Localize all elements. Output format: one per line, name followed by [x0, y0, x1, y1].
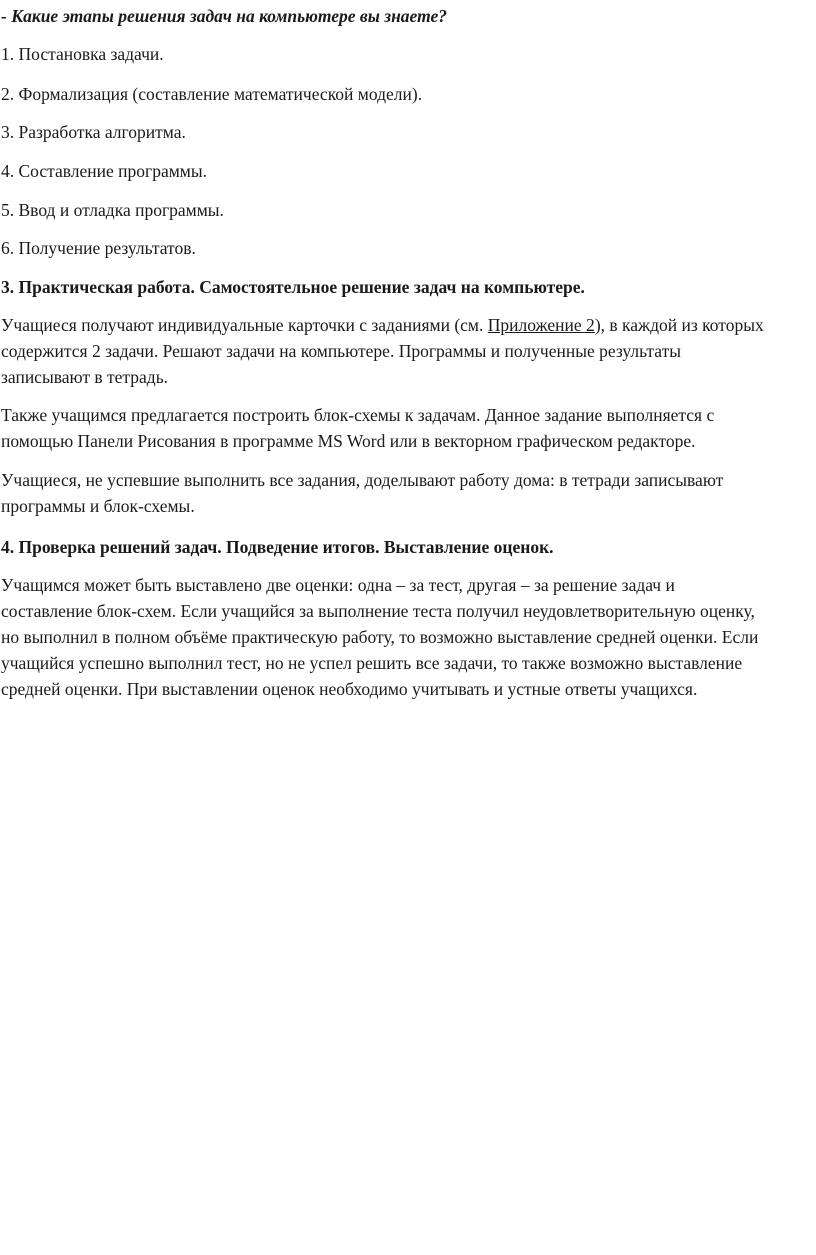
- paragraph-line: содержится 2 задачи. Решают задачи на компьютере. Программы и полученные результаты: [1, 341, 681, 361]
- paragraph-line: средней оценки. При выставлении оценок необходимо учитывать и устные ответы учащихся.: [1, 679, 698, 699]
- section-4-paragraph-1: [1, 572, 815, 702]
- paragraph-text: ), в каждой из которых: [594, 315, 764, 335]
- paragraph-line: помощью Панели Рисования в программе MS Word или в векторном графическом редакторе.: [1, 431, 696, 451]
- appendix-2-link[interactable]: Приложение 2: [487, 315, 595, 335]
- paragraph-line: записывают в тетрадь.: [1, 367, 169, 387]
- question-heading: - Какие этапы решения задач на компьютере вы знаете?: [1, 6, 447, 26]
- section-3-paragraph-2: [1, 402, 815, 454]
- step-item-3: 3. Разработка алгоритма.: [1, 122, 186, 142]
- step-item-2: 2. Формализация (составление математической модели).: [1, 84, 423, 104]
- paragraph-line: составление блок-схем. Если учащийся за выполнение теста получил неудовлетворительную оценку,: [1, 601, 755, 621]
- section-3-paragraph-3: [1, 467, 815, 519]
- paragraph-line: [1, 312, 815, 338]
- paragraph-line: Учащиеся, не успевшие выполнить все задания, доделывают работу дома: в тетради записывают: [1, 470, 724, 490]
- step-item-6: 6. Получение результатов.: [1, 238, 196, 258]
- step-item-1: 1. Постановка задачи.: [1, 44, 164, 64]
- section-3-paragraph-1: [1, 312, 815, 390]
- paragraph-line: программы и блок-схемы.: [1, 496, 195, 516]
- section-4-heading: 4. Проверка решений задач. Подведение итогов. Выставление оценок.: [1, 537, 554, 557]
- paragraph-line: Также учащимся предлагается построить блок-схемы к задачам. Данное задание выполняется с: [1, 405, 715, 425]
- section-3-heading: 3. Практическая работа. Самостоятельное решение задач на компьютере.: [1, 277, 585, 297]
- paragraph-line: но выполнил в полном объёме практическую работу, то возможно выставление средней оценки. Если: [1, 627, 759, 647]
- step-item-4: 4. Составление программы.: [1, 161, 208, 181]
- paragraph-line: учащийся успешно выполнил тест, но не успел решить все задачи, то также возможно выставление: [1, 653, 743, 673]
- paragraph-text: Учащиеся получают индивидуальные карточки с заданиями (см.: [1, 315, 488, 335]
- paragraph-line: Учащимся может быть выставлено две оценки: одна – за тест, другая – за решение задач и: [1, 575, 675, 595]
- step-item-5: 5. Ввод и отладка программы.: [1, 200, 224, 220]
